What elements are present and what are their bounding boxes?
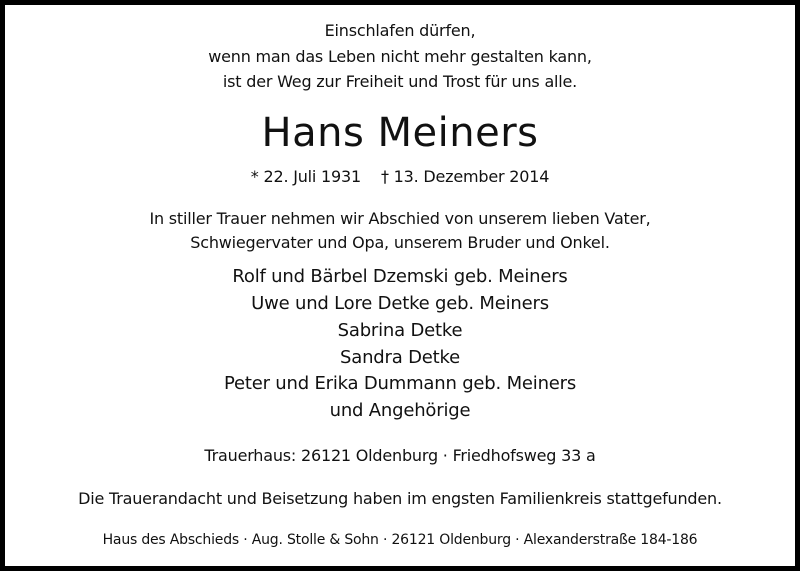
death-date: † 13. Dezember 2014 [380,167,550,186]
mourner-line: Sabrina Detke [337,320,463,341]
intro-line: In stiller Trauer nehmen wir Abschied von unserem lieben Vater, [149,209,651,228]
deceased-name: Hans Meiners [261,110,539,156]
mourner-line: Rolf und Bärbel Dzemski geb. Meiners [232,266,568,287]
poem-line: ist der Weg zur Freiheit und Trost für uns alle. [222,72,578,91]
birth-date: * 22. Juli 1931 [250,167,361,186]
mourner-line: Sandra Detke [340,347,460,368]
mourner-line: und Angehörige [329,400,471,421]
poem-line: Einschlafen dürfen, [324,21,476,40]
undertaker-footer: Haus des Abschieds · Aug. Stolle & Sohn · 26121 Oldenburg · Alexanderstraße 184-186 [102,532,698,548]
mourning-house-address: Trauerhaus: 26121 Oldenburg · Friedhofsweg 33 a [204,446,596,465]
intro-line: Schwiegervater und Opa, unserem Bruder und Onkel. [190,233,610,252]
funeral-statement: Die Trauerandacht und Beisetzung haben im engsten Familienkreis stattgefunden. [78,489,722,508]
life-dates [5,167,795,186]
mourner-line: Peter und Erika Dummann geb. Meiners [223,373,577,394]
poem-line: wenn man das Leben nicht mehr gestalten kann, [208,47,592,66]
mourner-line: Uwe und Lore Detke geb. Meiners [251,293,549,314]
